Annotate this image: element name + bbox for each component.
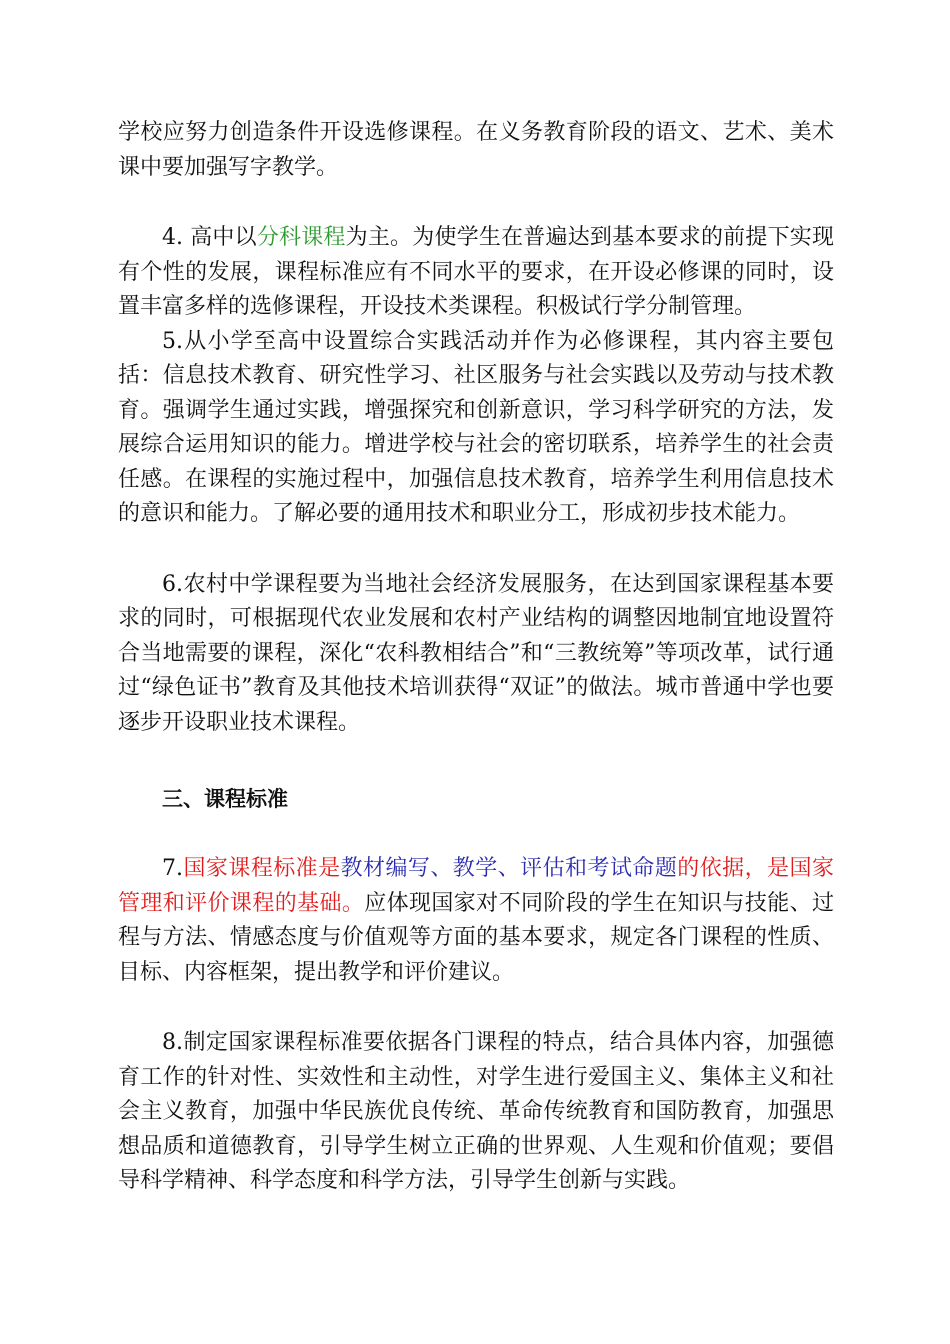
paragraph-7 <box>118 852 834 990</box>
paragraph-4 <box>118 221 834 325</box>
paragraph-5: 5.从小学至高中设置综合实践活动并作为必修课程，其内容主要包括：信息技术教育、研究性学习、社区服务与社会实践以及劳动与技术教育。强调学生通过实践，增强探究和创新意识，学习科学研究的方法，发展综合运用知识的能力。增进学校与社会的密切联系，培养学生的社会责任感。在课程的实施过程中，加强信息技术教育，培养学生利用信息技术的意识和能力。了解必要的通用技术和职业分工，形成初步技术能力。 <box>118 328 834 526</box>
highlight-red-2: 的依据，是国家管理和评价课程的基础。 <box>118 856 834 916</box>
document-page <box>118 116 834 1199</box>
paragraph-8: 8.制定国家课程标准要依据各门课程的特点，结合具体内容，加强德育工作的针对性、实效性和主动性，对学生进行爱国主义、集体主义和社会主义教育，加强中华民族优良传统、革命传统教育和国防教育，加强思想品质和道德教育，引导学生树立正确的世界观、人生观和价值观；要倡导科学精神、科学态度和科学方法，引导学生创新与实践。 <box>118 1030 834 1193</box>
highlight-blue: 教材编写、教学、评估和考试命题 <box>340 856 678 881</box>
paragraph-6: 6.农村中学课程要为当地社会经济发展服务，在达到国家课程基本要求的同时，可根据现代农业发展和农村产业结构的调整因地制宜地设置符合当地需要的课程，深化“农科教相结合”和“三教统筹”等项改革，试行通过“绿色证书”教育及其他技术培训获得“双证”的做法。城市普通中学也要逐步开设职业技术课程。 <box>118 571 834 735</box>
paragraph-continuation: 学校应努力创造条件开设选修课程。在义务教育阶段的语文、艺术、美术课中要加强写字教学。 <box>118 120 834 180</box>
highlight-subject-courses: 分科课程 <box>256 225 346 250</box>
paragraph-7-body: 应体现国家对不同阶段的学生在知识与技能、过程与方法、情感态度与价值观等方面的基本要求，规定各门课程的性质、目标、内容框架，提出教学和评价建议。 <box>118 890 834 985</box>
section-heading-curriculum-standards: 三、课程标准 <box>162 787 288 811</box>
highlight-red-1: 国家课程标准是 <box>183 856 341 881</box>
paragraph-4-lead: 4. 高中以 <box>162 225 257 250</box>
paragraph-7-number: 7. <box>162 856 183 881</box>
paragraph-4-body: 为主。为使学生在普遍达到基本要求的前提下实现有个性的发展，课程标准应有不同水平的要求，在开设必修课的同时，设置丰富多样的选修课程，开设技术类课程。积极试行学分制管理。 <box>118 225 834 319</box>
